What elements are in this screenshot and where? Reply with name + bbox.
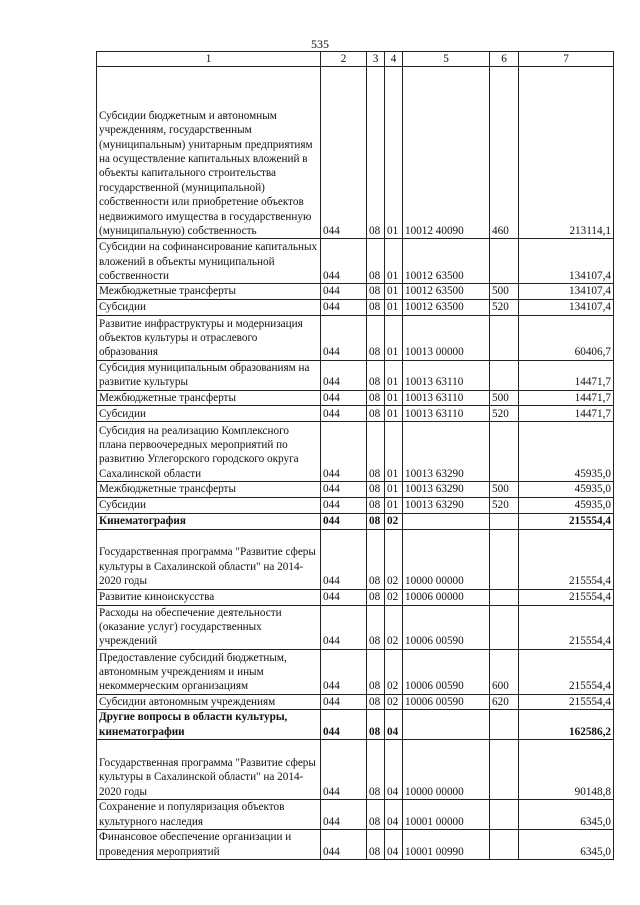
row-ved-code: 044 xyxy=(321,390,367,405)
row-name: Межбюджетные трансферты xyxy=(97,284,321,299)
row-ved-code: 044 xyxy=(321,513,367,529)
row-name: Субсидии xyxy=(97,299,321,315)
row-ved-code: 044 xyxy=(321,710,367,740)
row-section-code: 08 xyxy=(367,649,385,694)
row-amount: 215554,4 xyxy=(519,694,614,709)
row-expense-type-code xyxy=(490,605,519,649)
row-subsection-code: 01 xyxy=(385,299,403,315)
row-amount: 215554,4 xyxy=(519,605,614,649)
row-ved-code: 044 xyxy=(321,284,367,299)
row-section-code: 08 xyxy=(367,360,385,390)
table-row xyxy=(97,800,614,830)
row-amount: 134107,4 xyxy=(519,284,614,299)
row-expense-type-code xyxy=(490,800,519,830)
table-row xyxy=(97,649,614,694)
row-expense-type-code: 460 xyxy=(490,67,519,239)
row-name: Субсидии автономным учреждениям xyxy=(97,694,321,709)
row-ved-code: 044 xyxy=(321,67,367,239)
row-subsection-code: 01 xyxy=(385,482,403,497)
table-row xyxy=(97,482,614,497)
table-row xyxy=(97,390,614,405)
table-row xyxy=(97,67,614,239)
row-name: Субсидия муниципальным образованиям на развитие культуры xyxy=(97,360,321,390)
row-target-code: 10013 63290 xyxy=(403,497,490,513)
row-subsection-code: 01 xyxy=(385,315,403,360)
row-expense-type-code: 620 xyxy=(490,694,519,709)
row-section-code: 08 xyxy=(367,422,385,482)
row-target-code: 10006 00590 xyxy=(403,694,490,709)
row-ved-code: 044 xyxy=(321,482,367,497)
header-col-4: 4 xyxy=(385,52,403,67)
row-section-code: 08 xyxy=(367,482,385,497)
row-name: Предоставление субсидий бюджетным, автономным учреждениям и иным некоммерческим организациям xyxy=(97,649,321,694)
row-target-code xyxy=(403,513,490,529)
row-amount: 215554,4 xyxy=(519,513,614,529)
row-subsection-code: 02 xyxy=(385,513,403,529)
row-subsection-code: 04 xyxy=(385,800,403,830)
table-row xyxy=(97,422,614,482)
table-row xyxy=(97,315,614,360)
row-section-code: 08 xyxy=(367,67,385,239)
row-name: Субсидия на реализацию Комплексного плана первоочередных мероприятий по развитию Углегорского городского округа Сахалинской области xyxy=(97,422,321,482)
row-subsection-code: 01 xyxy=(385,406,403,422)
header-col-2: 2 xyxy=(321,52,367,67)
row-expense-type-code: 520 xyxy=(490,497,519,513)
table-row xyxy=(97,284,614,299)
row-section-code: 08 xyxy=(367,299,385,315)
row-subsection-code: 02 xyxy=(385,589,403,605)
row-section-code: 08 xyxy=(367,830,385,860)
row-name: Развитие киноискусства xyxy=(97,589,321,605)
row-target-code: 10012 63500 xyxy=(403,299,490,315)
row-amount: 45935,0 xyxy=(519,497,614,513)
row-name: Межбюджетные трансферты xyxy=(97,390,321,405)
row-section-code: 08 xyxy=(367,239,385,284)
row-expense-type-code: 500 xyxy=(490,390,519,405)
table-row xyxy=(97,830,614,860)
row-amount: 215554,4 xyxy=(519,529,614,589)
page-number: 535 xyxy=(311,37,329,51)
row-target-code: 10013 63110 xyxy=(403,390,490,405)
row-expense-type-code xyxy=(490,740,519,800)
row-subsection-code: 01 xyxy=(385,422,403,482)
row-target-code: 10013 63110 xyxy=(403,360,490,390)
row-name: Кинематография xyxy=(97,513,321,529)
row-target-code: 10013 63290 xyxy=(403,422,490,482)
row-subsection-code: 02 xyxy=(385,605,403,649)
row-name: Развитие инфраструктуры и модернизация объектов культуры и отраслевого образования xyxy=(97,315,321,360)
row-amount: 6345,0 xyxy=(519,800,614,830)
row-ved-code: 044 xyxy=(321,406,367,422)
row-amount: 14471,7 xyxy=(519,406,614,422)
row-ved-code: 044 xyxy=(321,740,367,800)
row-expense-type-code: 520 xyxy=(490,299,519,315)
row-ved-code: 044 xyxy=(321,649,367,694)
row-amount: 215554,4 xyxy=(519,589,614,605)
row-section-code: 08 xyxy=(367,694,385,709)
row-name: Государственная программа "Развитие сферы культуры в Сахалинской области" на 2014-2020 годы xyxy=(97,529,321,589)
row-target-code: 10006 00000 xyxy=(403,589,490,605)
row-name: Субсидии на софинансирование капитальных вложений в объекты муниципальной собственности xyxy=(97,239,321,284)
row-ved-code: 044 xyxy=(321,315,367,360)
row-section-code: 08 xyxy=(367,605,385,649)
row-subsection-code: 02 xyxy=(385,694,403,709)
row-amount: 90148,8 xyxy=(519,740,614,800)
row-amount: 134107,4 xyxy=(519,299,614,315)
row-name: Финансовое обеспечение организации и проведения мероприятий xyxy=(97,830,321,860)
row-amount: 162586,2 xyxy=(519,710,614,740)
table-row xyxy=(97,299,614,315)
header-col-7: 7 xyxy=(519,52,614,67)
row-target-code: 10012 40090 xyxy=(403,67,490,239)
row-ved-code: 044 xyxy=(321,605,367,649)
row-amount: 134107,4 xyxy=(519,239,614,284)
row-name: Субсидии бюджетным и автономным учреждениям, государственным (муниципальным) унитарным предприятиям на осуществление капитальных вложений в объекты капитального строительства государственной (муниципальной) собственности или приобретение объектов недвижимого имущества в государственную (муниципальную) собственность xyxy=(97,67,321,239)
row-name: Субсидии xyxy=(97,497,321,513)
row-ved-code: 044 xyxy=(321,239,367,284)
row-subsection-code: 01 xyxy=(385,360,403,390)
row-target-code: 10012 63500 xyxy=(403,284,490,299)
header-col-3: 3 xyxy=(367,52,385,67)
row-expense-type-code xyxy=(490,513,519,529)
row-amount: 215554,4 xyxy=(519,649,614,694)
row-ved-code: 044 xyxy=(321,360,367,390)
row-target-code: 10001 00000 xyxy=(403,800,490,830)
row-expense-type-code xyxy=(490,830,519,860)
row-section-code: 08 xyxy=(367,513,385,529)
row-section-code: 08 xyxy=(367,710,385,740)
row-section-code: 08 xyxy=(367,800,385,830)
row-amount: 213114,1 xyxy=(519,67,614,239)
row-section-code: 08 xyxy=(367,529,385,589)
row-expense-type-code xyxy=(490,589,519,605)
table-row xyxy=(97,513,614,529)
row-ved-code: 044 xyxy=(321,800,367,830)
table-row xyxy=(97,740,614,800)
row-ved-code: 044 xyxy=(321,422,367,482)
row-target-code: 10001 00990 xyxy=(403,830,490,860)
row-amount: 6345,0 xyxy=(519,830,614,860)
row-subsection-code: 01 xyxy=(385,67,403,239)
row-name: Сохранение и популяризация объектов культурного наследия xyxy=(97,800,321,830)
row-section-code: 08 xyxy=(367,284,385,299)
row-section-code: 08 xyxy=(367,406,385,422)
header-col-5: 5 xyxy=(403,52,490,67)
row-target-code: 10013 63290 xyxy=(403,482,490,497)
table-row xyxy=(97,360,614,390)
row-expense-type-code xyxy=(490,529,519,589)
row-subsection-code: 04 xyxy=(385,710,403,740)
row-expense-type-code xyxy=(490,710,519,740)
table-row xyxy=(97,406,614,422)
row-subsection-code: 01 xyxy=(385,390,403,405)
row-target-code xyxy=(403,710,490,740)
row-amount: 60406,7 xyxy=(519,315,614,360)
row-ved-code: 044 xyxy=(321,497,367,513)
row-name: Другие вопросы в области культуры, кинематографии xyxy=(97,710,321,740)
table-row xyxy=(97,497,614,513)
row-target-code: 10013 00000 xyxy=(403,315,490,360)
row-section-code: 08 xyxy=(367,315,385,360)
row-ved-code: 044 xyxy=(321,529,367,589)
row-amount: 14471,7 xyxy=(519,390,614,405)
row-section-code: 08 xyxy=(367,740,385,800)
row-section-code: 08 xyxy=(367,497,385,513)
row-target-code: 10013 63110 xyxy=(403,406,490,422)
row-subsection-code: 02 xyxy=(385,649,403,694)
table-row xyxy=(97,694,614,709)
row-subsection-code: 04 xyxy=(385,830,403,860)
header-col-6: 6 xyxy=(490,52,519,67)
row-name: Расходы на обеспечение деятельности (оказание услуг) государственных учреждений xyxy=(97,605,321,649)
header-col-1: 1 xyxy=(97,52,321,67)
row-expense-type-code: 600 xyxy=(490,649,519,694)
row-section-code: 08 xyxy=(367,589,385,605)
row-subsection-code: 04 xyxy=(385,740,403,800)
row-expense-type-code xyxy=(490,422,519,482)
row-ved-code: 044 xyxy=(321,694,367,709)
row-target-code: 10012 63500 xyxy=(403,239,490,284)
table-row xyxy=(97,239,614,284)
row-expense-type-code xyxy=(490,315,519,360)
row-ved-code: 044 xyxy=(321,299,367,315)
row-name: Межбюджетные трансферты xyxy=(97,482,321,497)
row-name: Государственная программа "Развитие сферы культуры в Сахалинской области" на 2014-2020 годы xyxy=(97,740,321,800)
row-subsection-code: 01 xyxy=(385,239,403,284)
row-amount: 45935,0 xyxy=(519,422,614,482)
row-section-code: 08 xyxy=(367,390,385,405)
row-target-code: 10006 00590 xyxy=(403,649,490,694)
row-expense-type-code: 520 xyxy=(490,406,519,422)
row-subsection-code: 01 xyxy=(385,497,403,513)
row-expense-type-code: 500 xyxy=(490,482,519,497)
row-amount: 45935,0 xyxy=(519,482,614,497)
table-row xyxy=(97,529,614,589)
row-expense-type-code: 500 xyxy=(490,284,519,299)
row-target-code: 10000 00000 xyxy=(403,740,490,800)
row-subsection-code: 01 xyxy=(385,284,403,299)
row-target-code: 10000 00000 xyxy=(403,529,490,589)
table-row xyxy=(97,605,614,649)
row-subsection-code: 02 xyxy=(385,529,403,589)
row-ved-code: 044 xyxy=(321,589,367,605)
row-amount: 14471,7 xyxy=(519,360,614,390)
row-expense-type-code xyxy=(490,360,519,390)
row-ved-code: 044 xyxy=(321,830,367,860)
row-name: Субсидии xyxy=(97,406,321,422)
table-row xyxy=(97,710,614,740)
row-target-code: 10006 00590 xyxy=(403,605,490,649)
row-expense-type-code xyxy=(490,239,519,284)
budget-table xyxy=(96,51,614,860)
header-row xyxy=(97,52,614,67)
table-row xyxy=(97,589,614,605)
